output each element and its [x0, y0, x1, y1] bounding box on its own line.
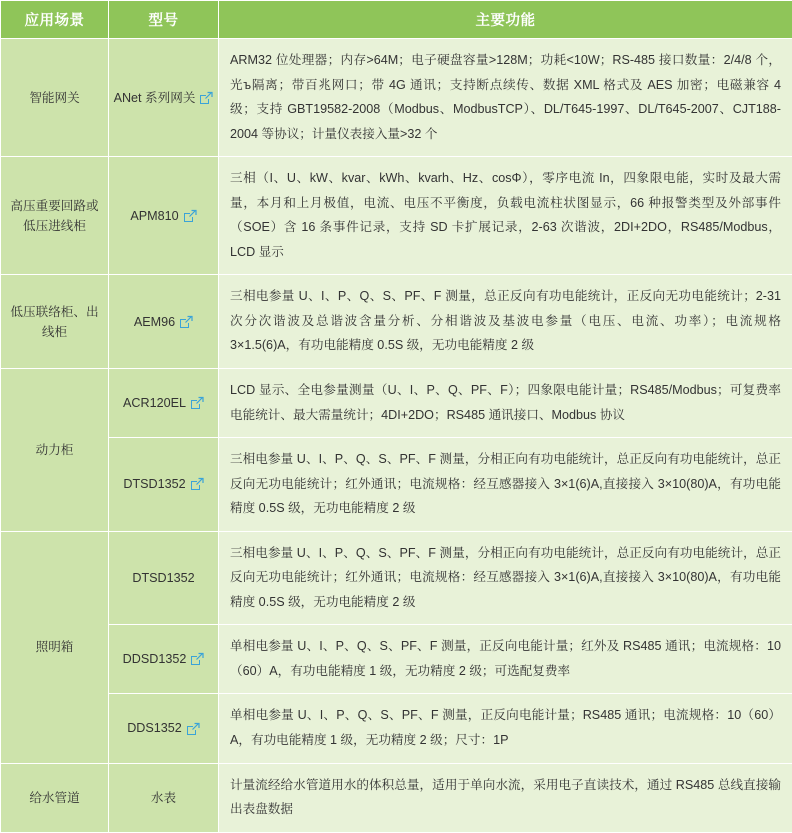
- cell-function: 三相电参量 U、I、P、Q、S、PF、F 测量，分相正向有功电能统计，总正反向有功电能统计，总正反向无功电能统计；红外通讯；电流规格：经互感器接入 3×1(6)A,直接接入 3×10(80)A，有功电能精度 0.5S 级，无功电能精度 2 级: [219, 438, 792, 532]
- cell-scene: 动力柜: [1, 369, 109, 532]
- cell-model: [109, 763, 219, 832]
- table-row: [1, 275, 792, 369]
- cell-scene: 智能网关: [1, 39, 109, 157]
- table-row: [1, 39, 792, 157]
- column-header-function: 主要功能: [219, 1, 792, 39]
- cell-function: ARM32 位处理器；内存>64M；电子硬盘容量>128M；功耗<10W；RS-485 接口数量：2/4/8 个，光ъ隔离；带百兆网口；带 4G 通讯；支持断点续传、数据 XML 格式及 AES 加密；电磁兼容 4 级；支持 GBT19582-2008（Modbus、ModbusTCP）、DL/T645-1997、DL/T645-2007、CJT188-2004 等协议；计量仪表接入量>32 个: [219, 39, 792, 157]
- cell-model: [109, 157, 219, 275]
- table-row: [1, 369, 792, 438]
- cell-function: 三相电参量 U、I、P、Q、S、PF、F 测量，分相正向有功电能统计，总正反向有功电能统计，总正反向无功电能统计；红外通讯；电流规格：经互感器接入 3×1(6)A,直接接入 3×10(80)A，有功电能精度 0.5S 级，无功电能精度 2 级: [219, 531, 792, 625]
- cell-model: [109, 531, 219, 625]
- model-label: DDS1352: [127, 718, 182, 738]
- table-row: [1, 438, 792, 532]
- cell-function: 三相（I、U、kW、kvar、kWh、kvarh、Hz、cosΦ），零序电流 In，四象限电能，实时及最大需量，本月和上月极值，电流、电压不平衡度，负载电流柱状图显示，66 种报警类型及外部事件（SOE）含 16 条事件记录，支持 SD 卡扩展记录，2-63 次谐波，2DI+2DO，RS485/Modbus，LCD 显示: [219, 157, 792, 275]
- model-label: DDSD1352: [123, 649, 187, 669]
- table-row: [1, 763, 792, 832]
- table-row: [1, 625, 792, 694]
- cell-model: [109, 39, 219, 157]
- model-label: AEM96: [134, 312, 175, 332]
- external-link-icon[interactable]: [190, 477, 204, 491]
- cell-function: LCD 显示、全电参量测量（U、I、P、Q、PF、F）；四象限电能计量；RS485/Modbus；可复费率电能统计、最大需量统计；4DI+2DO；RS485 通讯接口、Modbus 协议: [219, 369, 792, 438]
- cell-scene: 照明箱: [1, 531, 109, 763]
- table-body: [1, 39, 792, 833]
- cell-function: 单相电参量 U、I、P、Q、S、PF、F 测量，正反向电能计量；RS485 通讯；电流规格：10（60）A，有功电能精度 1 级，无功精度 2 级；尺寸：1P: [219, 694, 792, 763]
- cell-scene: 给水管道: [1, 763, 109, 832]
- cell-model: [109, 625, 219, 694]
- cell-model: [109, 369, 219, 438]
- external-link-icon[interactable]: [186, 722, 200, 736]
- external-link-icon[interactable]: [190, 652, 204, 666]
- model-label: DTSD1352: [123, 474, 185, 494]
- table-row: [1, 157, 792, 275]
- table-row: [1, 531, 792, 625]
- cell-function: 单相电参量 U、I、P、Q、S、PF、F 测量，正反向电能计量；红外及 RS485 通讯；电流规格：10（60）A，有功电能精度 1 级，无功精度 2 级；可选配复费率: [219, 625, 792, 694]
- model-label: ANet 系列网关: [114, 88, 196, 108]
- column-header-model: 型号: [109, 1, 219, 39]
- external-link-icon[interactable]: [190, 396, 204, 410]
- model-label: DTSD1352: [132, 568, 194, 588]
- cell-model: [109, 694, 219, 763]
- column-header-scene: 应用场景: [1, 1, 109, 39]
- cell-model: [109, 438, 219, 532]
- cell-model: [109, 275, 219, 369]
- cell-scene: 高压重要回路或低压进线柜: [1, 157, 109, 275]
- cell-scene: 低压联络柜、出线柜: [1, 275, 109, 369]
- table-header-row: [1, 1, 792, 39]
- cell-function: 三相电参量 U、I、P、Q、S、PF、F 测量，总正反向有功电能统计，正反向无功电能统计；2-31 次分次谐波及总谐波含量分析、分相谐波及基波电参量（电压、电流、功率）；电流规格 3×1.5(6)A，有功电能精度 0.5S 级，无功电能精度 2 级: [219, 275, 792, 369]
- cell-function: 计量流经给水管道用水的体积总量，适用于单向水流，采用电子直读技术，通过 RS485 总线直接输出表盘数据: [219, 763, 792, 832]
- table-row: [1, 694, 792, 763]
- external-link-icon[interactable]: [179, 315, 193, 329]
- model-label: APM810: [130, 206, 178, 226]
- external-link-icon[interactable]: [199, 91, 213, 105]
- model-label: ACR120EL: [123, 393, 186, 413]
- model-label: 水表: [151, 788, 176, 808]
- external-link-icon[interactable]: [183, 209, 197, 223]
